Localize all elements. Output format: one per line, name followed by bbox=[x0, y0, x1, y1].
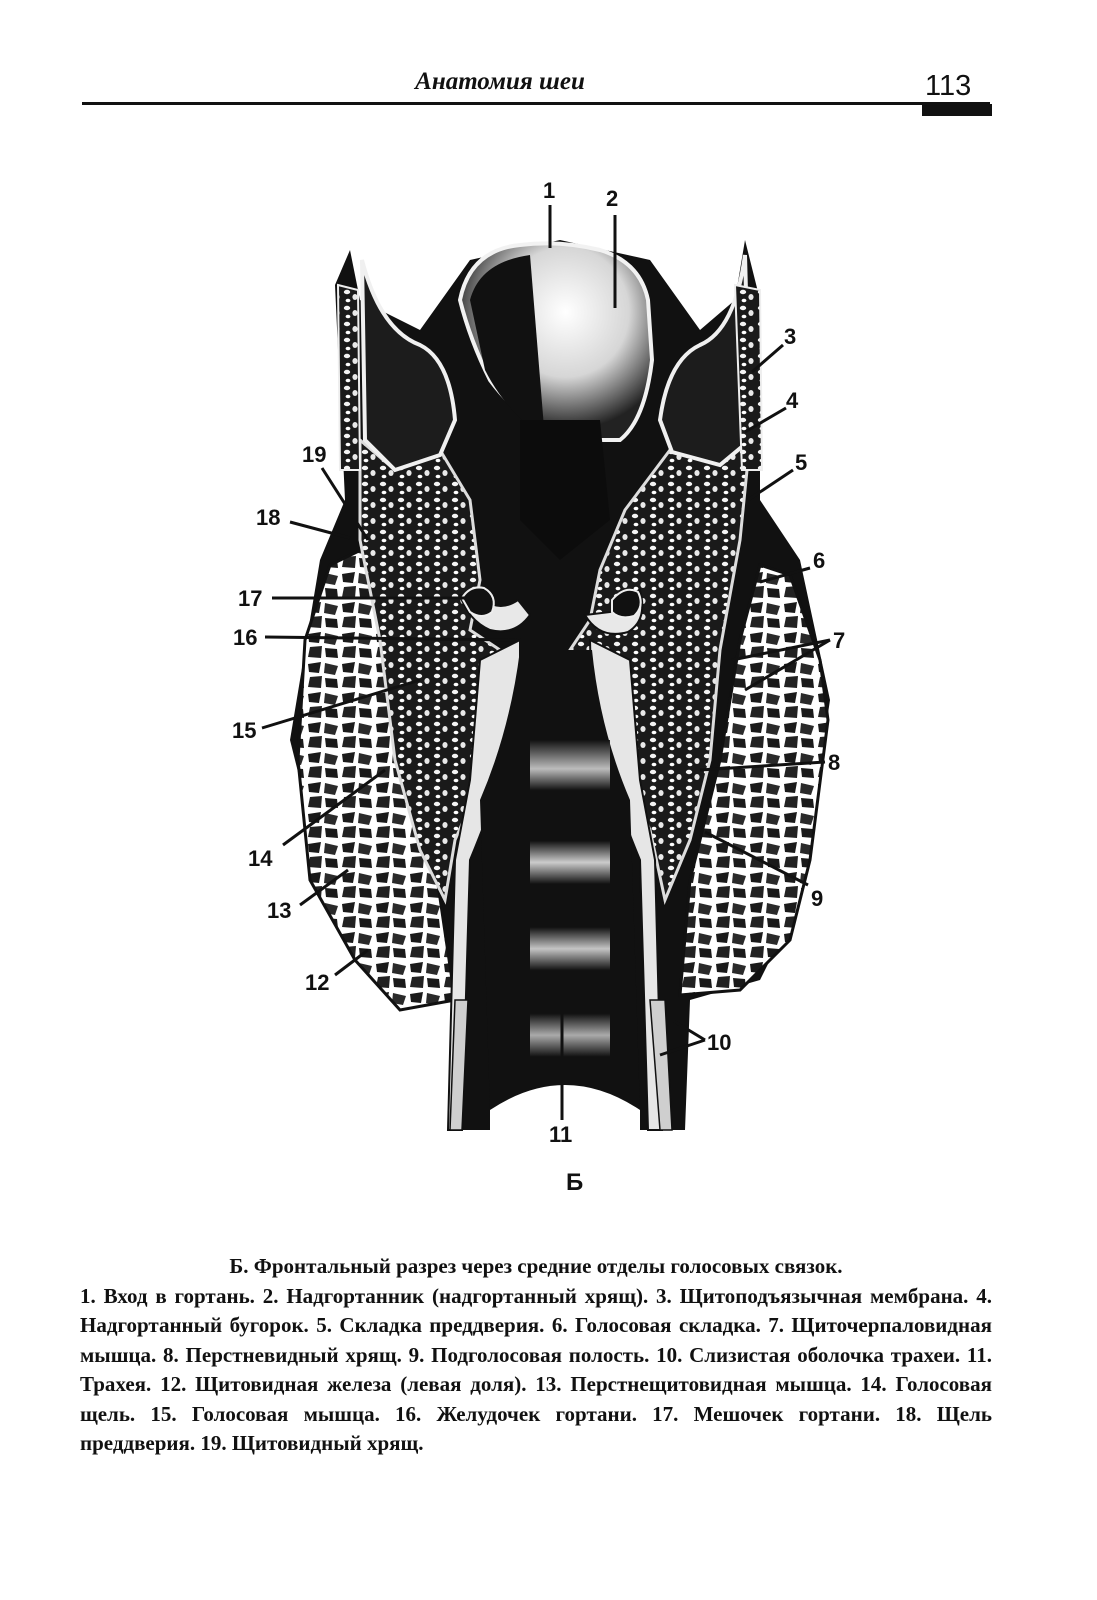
label-1: 1 bbox=[543, 178, 556, 203]
label-14: 14 bbox=[248, 846, 273, 871]
label-17: 17 bbox=[238, 586, 263, 611]
label-4: 4 bbox=[786, 388, 799, 413]
figure-caption bbox=[80, 1252, 992, 1459]
thyrohyoid-strip-left bbox=[338, 285, 360, 470]
label-2: 2 bbox=[606, 186, 619, 211]
trachea-rings bbox=[530, 740, 610, 1100]
caption-body: 1. Вход в гортань. 2. Надгортанник (надгортанный хрящ). 3. Щитоподъязычная мембрана. 4. Надгортанный бугорок. 5. Складка преддверия. 6. Голосовая складка. 7. Щиточерпаловидная мышца. 8. Перстневидный хрящ. 9. Подголосовая полость. 10. Слизистая оболочка трахеи. 11. Трахея. 12. Щитовидная железа (левая доля). 13. Перстнещитовидная мышца. 14. Голосовая щель. 15. Голосовая мышца. 16. Желудочек гортани. 17. Мешочек гортани. 18. Щель преддверия. 19. Щитовидный хрящ. bbox=[80, 1283, 992, 1455]
label-13: 13 bbox=[267, 898, 292, 923]
panel-letter: Б bbox=[566, 1169, 584, 1196]
label-18: 18 bbox=[256, 505, 281, 530]
caption-title: Б. Фронтальный разрез через средние отделы голосовых связок. bbox=[229, 1254, 843, 1278]
header-rule bbox=[82, 102, 990, 105]
label-8: 8 bbox=[828, 750, 841, 775]
label-10: 10 bbox=[707, 1030, 732, 1055]
page-number: 113 bbox=[925, 70, 972, 102]
header-rule-accent bbox=[922, 104, 992, 116]
label-6: 6 bbox=[813, 548, 826, 573]
label-15: 15 bbox=[232, 718, 257, 743]
label-5: 5 bbox=[795, 450, 808, 475]
label-3: 3 bbox=[784, 324, 797, 349]
label-9: 9 bbox=[811, 886, 824, 911]
label-7: 7 bbox=[833, 628, 846, 653]
label-12: 12 bbox=[305, 970, 330, 995]
label-19: 19 bbox=[302, 442, 327, 467]
label-11: 11 bbox=[549, 1122, 573, 1147]
membrane-column-left bbox=[362, 260, 455, 470]
label-16: 16 bbox=[233, 625, 258, 650]
running-title: Анатомия шеи bbox=[415, 68, 585, 95]
larynx-frontal-section-diagram bbox=[200, 170, 900, 1200]
